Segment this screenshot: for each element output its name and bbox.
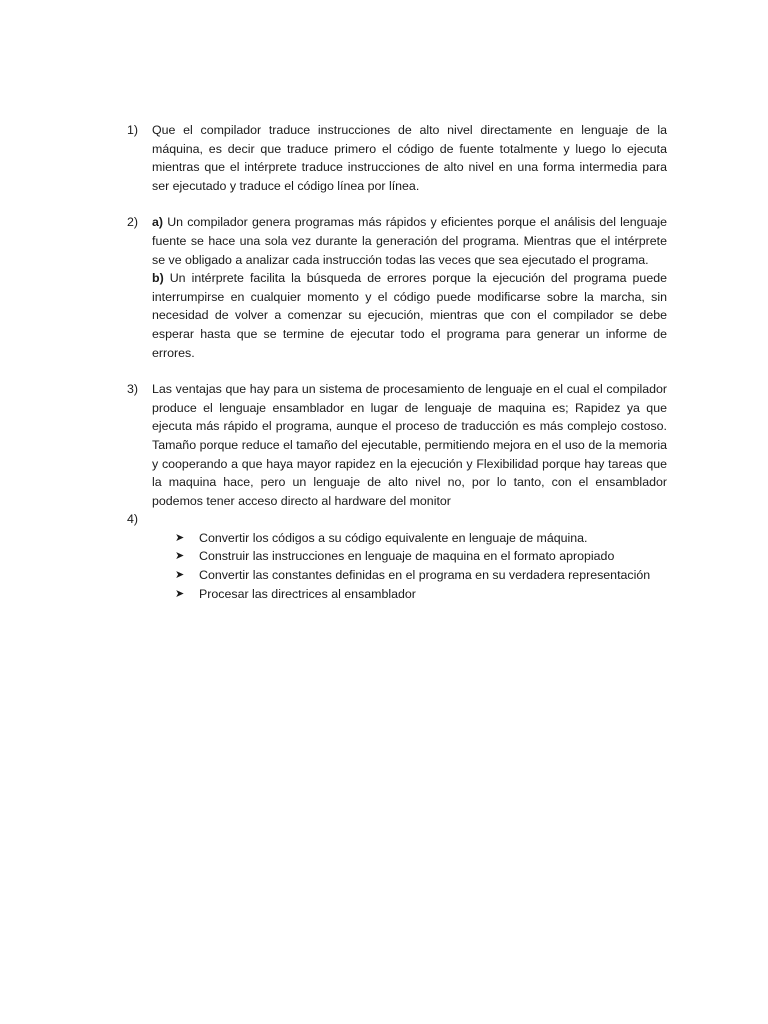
item-part-b bbox=[152, 269, 667, 362]
numbered-list bbox=[127, 121, 667, 603]
item-number: 2) bbox=[127, 215, 139, 230]
list-item-1 bbox=[127, 121, 667, 195]
list-item-2 bbox=[127, 213, 667, 362]
bullet-text: Construir las instrucciones en lenguaje de maquina en el formato apropiado bbox=[199, 549, 615, 564]
list-item-3 bbox=[127, 380, 667, 510]
bullet-text: Procesar las directrices al ensamblador bbox=[199, 586, 416, 601]
part-a-label: a) bbox=[152, 215, 164, 230]
bullet-text: Convertir las constantes definidas en el programa en su verdadera representación bbox=[199, 568, 651, 583]
item-number: 1) bbox=[127, 123, 139, 137]
bullet-item bbox=[175, 566, 667, 585]
item-spacer bbox=[152, 510, 667, 529]
item-part-a bbox=[152, 213, 667, 269]
item-text: Las ventajas que hay para un sistema de procesamiento de lenguaje en el cual el compilador produce el lenguaje ensamblador en lugar de lenguaje de maquina es; Rapidez ya que ejecuta más rápido el programa, aunque el proceso de traducción es más complejo costoso. Tamaño porque reduce el tamaño del ejecutable, permitiendo mejora en el uso de la memoria y cooperando a que haya mayor rapidez en la ejecución y Flexibilidad porque hay tareas que la maquina hace, pero un lenguaje de alto nivel no, por lo tanto, con el ensamblador podemos tener acceso directo al hardware del monitor bbox=[152, 382, 667, 508]
arrowhead-bullet-icon: ➤ bbox=[175, 531, 185, 544]
bullet-item bbox=[175, 547, 667, 566]
part-a-text: Un compilador genera programas más rápidos y eficientes porque el análisis del lenguaje fuente se hace una sola vez durante la generación del programa. Mientras que el intérprete se ve obligado a analizar cada instrucción todas las veces que sea ejecutado el programa. bbox=[152, 215, 667, 267]
item-text: Que el compilador traduce instrucciones de alto nivel directamente en lenguaje de la máquina, es decir que traduce primero el código de fuente totalmente y luego lo ejecuta mientras que el intérprete traduce instrucciones de alto nivel en una forma intermedia para ser ejecutado y traduce el código línea por línea. bbox=[152, 123, 667, 193]
bullet-item bbox=[175, 585, 667, 604]
list-item-4 bbox=[127, 510, 667, 603]
bullet-list bbox=[152, 529, 667, 603]
arrowhead-bullet-icon: ➤ bbox=[175, 587, 185, 600]
part-b-text: Un intérprete facilita la búsqueda de errores porque la ejecución del programa puede interrumpirse en cualquier momento y el código puede modificarse sobre la marcha, sin necesidad de volver a comenzar su ejecución, mientras que con el compilador se debe esperar hasta que se termine de ejecutar todo el programa para generar un informe de errores. bbox=[152, 271, 667, 360]
item-number: 4) bbox=[127, 512, 139, 527]
bullet-item bbox=[175, 529, 667, 548]
arrowhead-bullet-icon: ➤ bbox=[175, 569, 185, 582]
part-b-label: b) bbox=[152, 271, 164, 286]
item-number: 3) bbox=[127, 382, 139, 397]
bullet-text: Convertir los códigos a su código equivalente en lenguaje de máquina. bbox=[199, 530, 588, 545]
arrowhead-bullet-icon: ➤ bbox=[175, 550, 185, 563]
